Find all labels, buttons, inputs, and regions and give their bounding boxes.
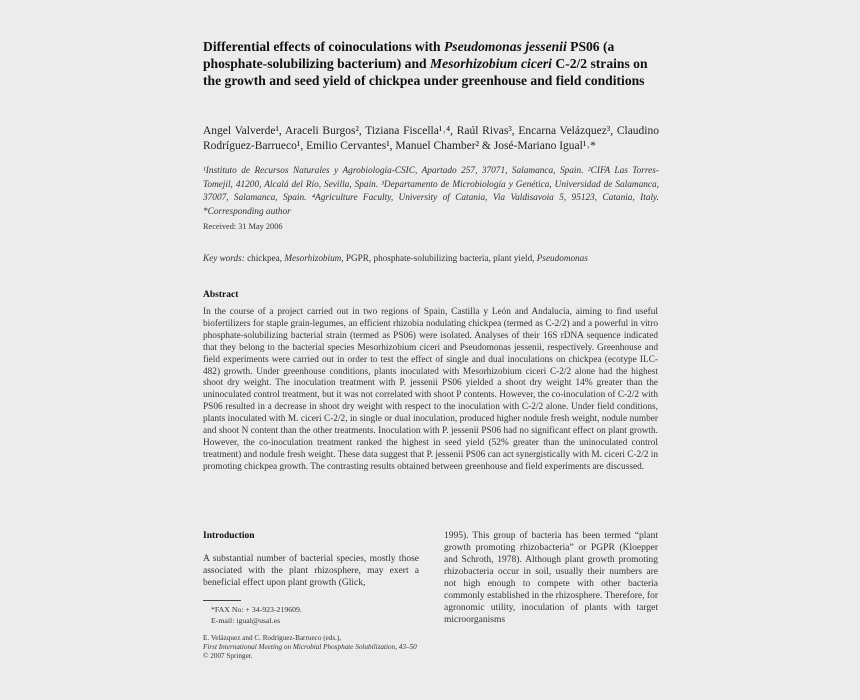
abstract-body: In the course of a project carried out in two regions of Spain, Castilla y León and Andalucía, aiming to find useful biofertilizers for staple grain-legumes, an efficient rhizobia nodulating chickpea (termed as C-2/2) and a powerful in vitro phosphate-solubilizing bacterial strain (termed as PS06) were isolated. Analyses of their 16S rDNA sequence indicated that they belong to the bacterial species Mesorhizobium ciceri and Pseudomonas jessenii, respectively. Greenhouse and field experiments were carried out in order to test the effect of single and dual inoculations on chickpea (ecotype ILC-482) growth. Under greenhouse conditions, plants inoculated with Mesorhizobium ciceri C-2/2 alone had the highest shoot dry weight. The inoculation treatment with P. jessenii PS06 yielded a shoot dry weight 14% greater than the uninoculated control treatment, but it was not correlated with shoot P contents. However, the co-inoculation of C-2/2 with PS06 resulted in a decrease in shoot dry weight with respect to the inoculation with C-2/2 alone. Under field conditions, plants inoculated with M. ciceri C-2/2, in single or dual inoculation, produced higher nodule fresh weight, nodule number and shoot N content than the other treatments. Inoculation with P. jessenii PS06 had no significant effect on plant growth. However, the co-inoculation treatment ranked the highest in seed yield (52% greater than the uninoculated control treatment) and nodule fresh weight. These data suggest that P. jessenii PS06 can act synergistically with M. ciceri C-2/2 in promoting chickpea growth. The contrasting results obtained between greenhouse and field experiments are discussed. <box>203 307 658 472</box>
publication-copyright: © 2007 Springer. <box>203 652 253 660</box>
footnote <box>211 605 302 626</box>
title-organism2: Mesorhizobium ciceri <box>429 56 552 71</box>
title-part2: PS06 (a phosphate-solubilizing bacterium) and <box>203 39 615 71</box>
introduction-left-column: A substantial number of bacterial species, mostly those associated with the plant rhizosphere, may exert a beneficial effect upon plant growth (Glick, <box>203 554 419 588</box>
keywords-text2: , PGPR, phosphate-solubilizing bacteria, plant yield, <box>341 253 537 263</box>
paper-title <box>203 38 653 89</box>
keywords-term2: Pseudomonas <box>536 253 588 263</box>
keywords-text1: chickpea, <box>244 253 285 263</box>
publication-editors: E. Velázquez and C. Rodríguez-Barrueco (eds.), <box>203 634 342 642</box>
keywords-term1: Mesorhizobium <box>284 253 342 263</box>
introduction-heading: Introduction <box>203 531 255 541</box>
keywords <box>203 253 663 263</box>
publication-info <box>203 634 463 661</box>
introduction-right-column: 1995). This group of bacteria has been termed “plant growth promoting rhizobacteria” or PGPR (Kloepper and Schroth, 1978). Although plant growth promoting rhizobacteria occur in soil, usually their numbers are not high enough to compete with other bacteria commonly established in the rhizosphere. Therefore, for agronomic utility, inoculation of plants with target microorganisms <box>444 531 658 625</box>
footnote-email: E-mail: igual@usal.es <box>211 615 281 625</box>
title-organism1: Pseudomonas jessenii <box>444 39 567 54</box>
affiliations: ¹Instituto de Recursos Naturales y Agrobiología-CSIC, Apartado 257, 37071, Salamanca, Spain. ²CIFA Las Torres-Tomejil, 41200, Alcalá del Río, Sevilla, Spain. ³Departamento de Microbiología y Genética, Universidad de Salamanca, 37007, Salamanca, Spain. ⁴Agriculture Faculty, University of Catania, Via Valdisavoia 5, 95123, Catania, Italy. *Corresponding author <box>203 166 659 217</box>
keywords-label: Key words: <box>203 253 245 263</box>
footnote-fax: *FAX No: + 34-923-219609. <box>211 605 302 614</box>
publication-meeting: First International Meeting on Microbial Phosphate Solubilization, 43–50 <box>203 643 417 651</box>
title-part1: Differential effects of coinoculations with <box>203 39 444 54</box>
received-date: Received: 31 May 2006 <box>203 222 283 231</box>
abstract-heading: Abstract <box>203 290 239 300</box>
author-list: Angel Valverde¹, Araceli Burgos², Tiziana Fiscella¹˒⁴, Raúl Rivas³, Encarna Velázquez³, Claudino Rodríguez-Barrueco¹, Emilio Cervantes¹, Manuel Chamber² & José-Mariano Igual¹˒* <box>203 125 659 152</box>
footnote-rule <box>203 600 241 601</box>
title-part3: C-2/2 strains on the growth and seed yield of chickpea under greenhouse and field conditions <box>203 56 648 88</box>
